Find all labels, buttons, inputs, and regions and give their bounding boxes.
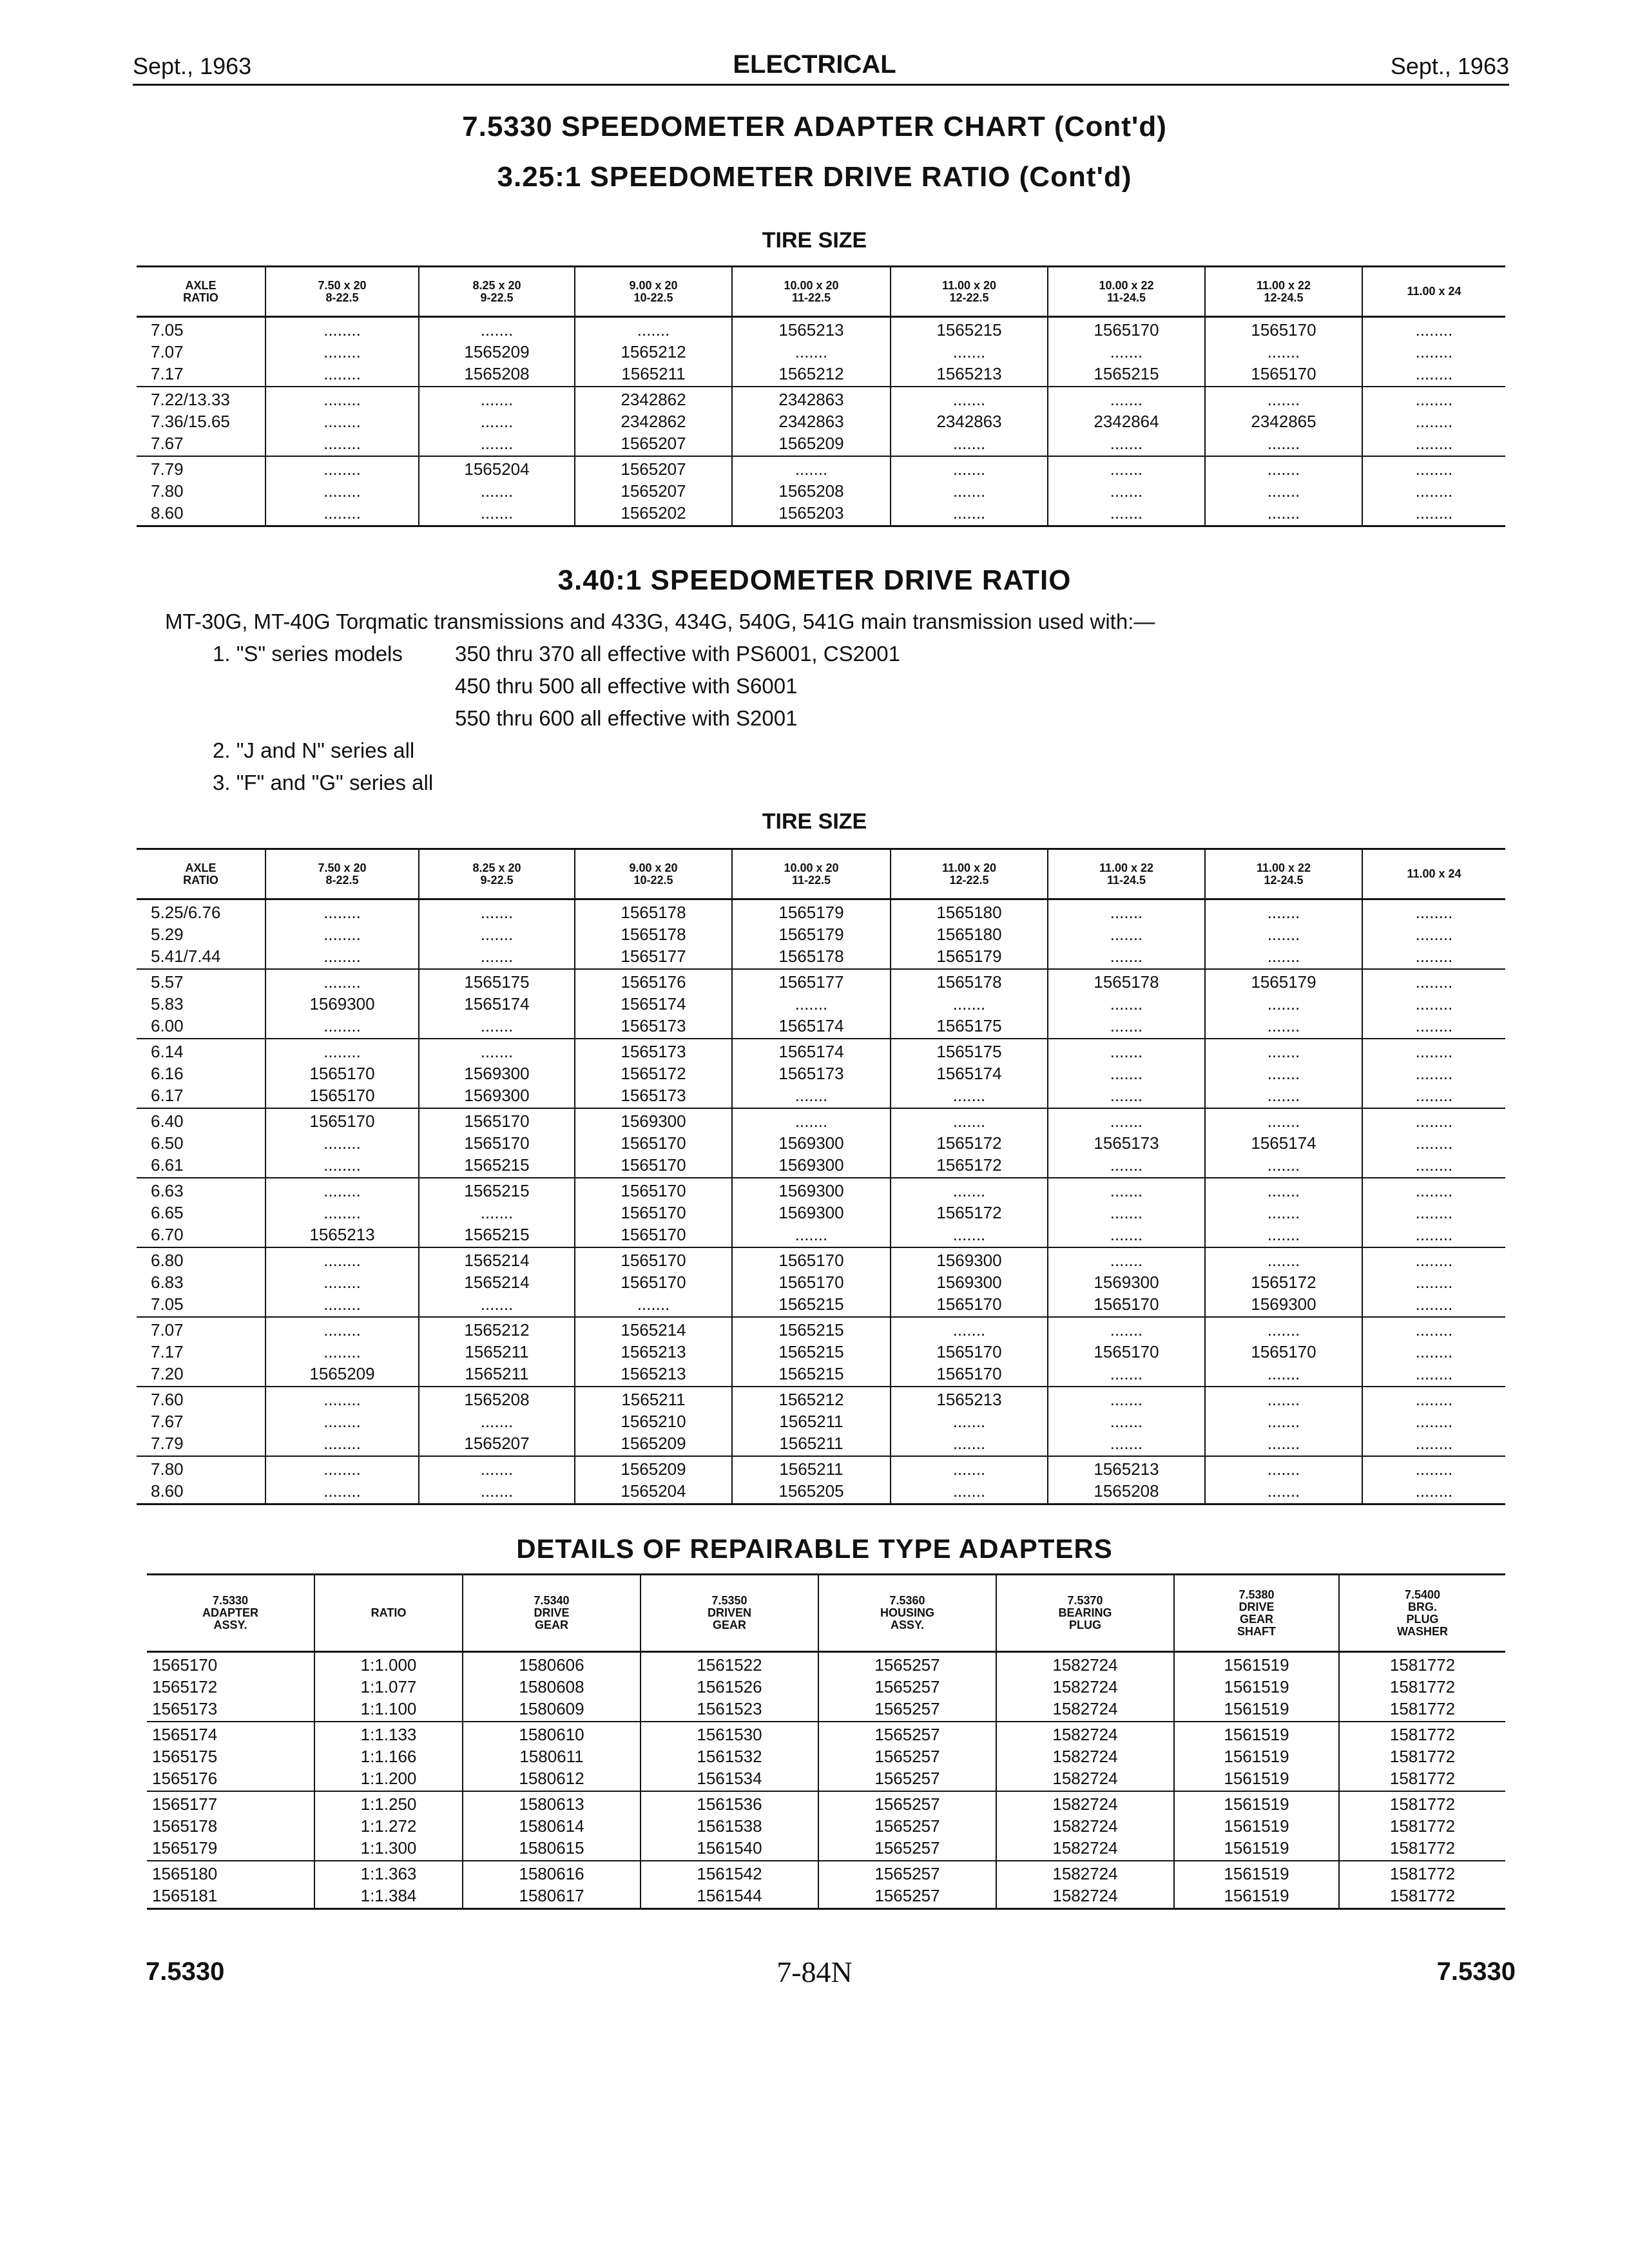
row-label-cell: 5.57 5.83 6.00 <box>137 969 265 1039</box>
column-header: AXLE RATIO <box>137 267 265 317</box>
drive-ratio-340-title: 3.40:1 SPEEDOMETER DRIVE RATIO <box>557 564 1072 596</box>
table-cell: ....... 1565170 ....... <box>1205 1317 1362 1387</box>
table-row <box>137 1456 1505 1504</box>
header-date-right: Sept., 1963 <box>1390 53 1509 79</box>
table-cell: ....... 1565170 ....... <box>1048 1317 1205 1387</box>
column-header: 10.00 x 20 11-22.5 <box>732 849 891 899</box>
table-cell: 1565215 1565215 1565215 <box>732 1317 891 1387</box>
table-cell: 1569300 1569300 ....... <box>732 1178 891 1247</box>
table-cell: ....... 2342863 ....... <box>891 387 1048 456</box>
table-cell: ....... 1565174 ....... <box>1205 1108 1362 1178</box>
table-cell: ....... 1565172 ....... <box>891 1178 1048 1247</box>
table-row <box>137 1387 1505 1456</box>
table-cell: 2342862 2342862 1565207 <box>575 387 732 456</box>
table-cell: ....... ....... ....... <box>1048 899 1205 970</box>
adapter-chart-table-340 <box>137 848 1505 1505</box>
table-cell: 1580606 1580608 1580609 <box>463 1652 641 1722</box>
column-header: 9.00 x 20 10-22.5 <box>575 267 732 317</box>
row-label-cell: 7.80 8.60 <box>137 1456 265 1504</box>
list-item-s-series: 1. "S" series models <box>213 642 403 666</box>
table-cell: 1565174 1565173 ....... <box>732 1039 891 1108</box>
column-header: 9.00 x 20 10-22.5 <box>575 849 732 899</box>
table-cell: 1:1.250 1:1.272 1:1.300 <box>314 1791 463 1861</box>
header-section-title: ELECTRICAL <box>733 50 896 79</box>
table-cell: 1565209 1565204 <box>575 1456 732 1504</box>
table-cell: 1561536 1561538 1561540 <box>641 1791 818 1861</box>
table-cell: 1565173 1565172 1565173 <box>575 1039 732 1108</box>
table-cell: ........ ........ ........ <box>1362 1387 1505 1456</box>
column-header: 11.00 x 20 12-22.5 <box>891 849 1048 899</box>
transmission-intro: MT-30G, MT-40G Torqmatic transmissions and 433G, 434G, 540G, 541G main transmission used with:— <box>165 610 1155 633</box>
column-header: 11.00 x 20 12-22.5 <box>891 267 1048 317</box>
table-row <box>137 1247 1505 1317</box>
table-cell: ....... 2342864 ....... <box>1048 387 1205 456</box>
table-cell: ........ ........ ........ <box>1362 317 1505 387</box>
table-cell: 1565179 ....... ....... <box>1205 969 1362 1039</box>
table-cell: 1:1.000 1:1.077 1:1.100 <box>314 1652 463 1722</box>
column-header: 7.50 x 20 8-22.5 <box>265 267 419 317</box>
table-cell: 1581772 1581772 1581772 <box>1339 1652 1505 1722</box>
table-cell: 1581772 1581772 <box>1339 1861 1505 1909</box>
row-label-cell: 5.25/6.76 5.29 5.41/7.44 <box>137 899 265 970</box>
table-cell: ....... ....... ....... <box>1205 456 1362 526</box>
table-cell: ........ ........ <box>1362 1456 1505 1504</box>
table-cell: ........ ........ ........ <box>1362 456 1505 526</box>
table-cell: 1580613 1580614 1580615 <box>463 1791 641 1861</box>
table-cell: 1582724 1582724 <box>996 1861 1174 1909</box>
table-cell: 1565214 1565214 ....... <box>419 1247 575 1317</box>
column-header: 7.50 x 20 8-22.5 <box>265 849 419 899</box>
table-row <box>147 1652 1505 1722</box>
table-cell: ........ ........ 1565209 <box>265 1317 419 1387</box>
table-cell: 1561519 1561519 1561519 <box>1174 1722 1339 1791</box>
table-cell: ....... ....... ....... <box>1205 1039 1362 1108</box>
row-label-cell: 6.14 6.16 6.17 <box>137 1039 265 1108</box>
table-cell: ....... 1565172 1565172 <box>891 1108 1048 1178</box>
table-cell: 1565257 1565257 <box>818 1861 996 1909</box>
repairable-adapters-table <box>147 1573 1505 1910</box>
column-header: 7.5400 BRG. PLUG WASHER <box>1339 1575 1505 1652</box>
table-cell: ........ ........ ........ <box>1362 1317 1505 1387</box>
table-cell: 1565170 1565170 ....... <box>575 1247 732 1317</box>
table-cell: 2342863 2342863 1565209 <box>732 387 891 456</box>
table-cell: ....... ....... ....... <box>419 387 575 456</box>
table-cell: ........ ........ <box>265 1456 419 1504</box>
table-cell: 1565208 ....... 1565207 <box>419 1387 575 1456</box>
table-cell: 1565170 ....... 1565215 <box>1048 317 1205 387</box>
table-cell: 1565176 1565174 1565173 <box>575 969 732 1039</box>
table-cell: ....... ....... ....... <box>1205 1387 1362 1456</box>
table-cell: 1561530 1561532 1561534 <box>641 1722 818 1791</box>
table-cell: ........ ........ ........ <box>1362 1247 1505 1317</box>
table-cell: ........ ........ ........ <box>1362 899 1505 970</box>
table-cell: ........ ........ ........ <box>1362 387 1505 456</box>
table-row <box>137 1317 1505 1387</box>
table-cell: 1565177 ....... 1565174 <box>732 969 891 1039</box>
table-cell: ....... ....... ....... <box>419 899 575 970</box>
column-header: 10.00 x 22 11-24.5 <box>1048 267 1205 317</box>
list-item-s-series-line-3: 550 thru 600 all effective with S2001 <box>455 706 798 730</box>
table-cell: 1:1.133 1:1.166 1:1.200 <box>314 1722 463 1791</box>
column-header: 10.00 x 20 11-22.5 <box>732 267 891 317</box>
table-cell: ....... ....... ....... <box>1048 1387 1205 1456</box>
table-cell: ........ ........ ........ <box>1362 1039 1505 1108</box>
table-cell: 1565257 1565257 1565257 <box>818 1652 996 1722</box>
table-cell: ....... ....... ....... <box>1048 1039 1205 1108</box>
list-item-j-n-series: 2. "J and N" series all <box>213 738 415 762</box>
table-cell: 1565170 1565170 1565215 <box>732 1247 891 1317</box>
table-cell: ........ 1565170 1565170 <box>265 1039 419 1108</box>
row-label-cell: 7.07 7.17 7.20 <box>137 1317 265 1387</box>
table-row <box>147 1791 1505 1861</box>
table-cell: ....... 1569300 1569300 <box>732 1108 891 1178</box>
table-cell: ....... ....... ....... <box>891 456 1048 526</box>
table-cell: ........ ........ ........ <box>265 899 419 970</box>
column-header: 8.25 x 20 9-22.5 <box>419 267 575 317</box>
table-row <box>137 1039 1505 1108</box>
table-cell: 1565212 1565211 1565211 <box>732 1387 891 1456</box>
table-cell: ....... ....... ....... <box>1048 1178 1205 1247</box>
table-cell: 1581772 1581772 1581772 <box>1339 1791 1505 1861</box>
table-cell: ........ ........ ........ <box>265 317 419 387</box>
table-cell: 1565211 1565205 <box>732 1456 891 1504</box>
table-cell: 1565211 1565210 1565209 <box>575 1387 732 1456</box>
row-label-cell: 6.80 6.83 7.05 <box>137 1247 265 1317</box>
table-cell: ....... 1565212 1565211 <box>575 317 732 387</box>
tire-size-heading-2: TIRE SIZE <box>762 809 867 834</box>
table-row <box>137 1108 1505 1178</box>
table-cell: 1565170 ........ ........ <box>265 1108 419 1178</box>
column-header: 7.5380 DRIVE GEAR SHAFT <box>1174 1575 1339 1652</box>
table-cell: 1582724 1582724 1582724 <box>996 1722 1174 1791</box>
table-cell: ....... 1565173 ....... <box>1048 1108 1205 1178</box>
table-cell: 1565179 1565179 1565178 <box>732 899 891 970</box>
row-label-cell: 6.63 6.65 6.70 <box>137 1178 265 1247</box>
table-cell: 1582724 1582724 1582724 <box>996 1652 1174 1722</box>
table-cell: ....... 1569300 1565170 <box>1048 1247 1205 1317</box>
table-cell: 1565178 ....... 1565175 <box>891 969 1048 1039</box>
footer-section-right: 7.5330 <box>1436 1957 1516 1986</box>
table-cell: 1565257 1565257 1565257 <box>818 1722 996 1791</box>
table-cell: 1561542 1561544 <box>641 1861 818 1909</box>
table-cell: 1565170 ....... 1565170 <box>1205 317 1362 387</box>
table-cell: 1565204 ....... ....... <box>419 456 575 526</box>
table-row <box>137 899 1505 970</box>
row-label-cell: 1565174 1565175 1565176 <box>147 1722 314 1791</box>
column-header: 7.5360 HOUSING ASSY. <box>818 1575 996 1652</box>
table-row <box>147 1722 1505 1791</box>
row-label-cell: 7.05 7.07 7.17 <box>137 317 265 387</box>
table-cell: 1565175 1565174 ....... <box>419 969 575 1039</box>
table-cell: 1569300 1565170 1565170 <box>575 1108 732 1178</box>
drive-ratio-title: 3.25:1 SPEEDOMETER DRIVE RATIO (Cont'd) <box>497 161 1132 193</box>
table-cell: ........ ........ ........ <box>1362 1178 1505 1247</box>
column-header: 11.00 x 24 <box>1362 849 1505 899</box>
table-row <box>137 317 1505 387</box>
table-cell: 1565215 ....... 1565215 <box>419 1178 575 1247</box>
table-cell: ....... ....... <box>1205 1456 1362 1504</box>
row-label-cell: 7.60 7.67 7.79 <box>137 1387 265 1456</box>
table-cell: 1565170 1565170 1565170 <box>575 1178 732 1247</box>
table-cell: 1561522 1561526 1561523 <box>641 1652 818 1722</box>
table-cell: ....... 1565208 1565203 <box>732 456 891 526</box>
table-cell: 1565215 ....... 1565213 <box>891 317 1048 387</box>
table-cell: ....... 1565209 1565208 <box>419 317 575 387</box>
table-cell: ........ ........ 1565213 <box>265 1178 419 1247</box>
header-rule <box>133 84 1509 86</box>
table-cell: 1565178 1565178 1565177 <box>575 899 732 970</box>
table-cell: 1561519 1561519 <box>1174 1861 1339 1909</box>
table-cell: 1569300 1569300 1565170 <box>891 1247 1048 1317</box>
row-label-cell: 1565180 1565181 <box>147 1861 314 1909</box>
table-cell: 1565170 1565170 1565215 <box>419 1108 575 1178</box>
column-header: 7.5330 ADAPTER ASSY. <box>147 1575 314 1652</box>
column-header: 11.00 x 22 12-24.5 <box>1205 849 1362 899</box>
header-date-left: Sept., 1963 <box>133 53 252 79</box>
table-cell: 1565213 ....... 1565212 <box>732 317 891 387</box>
table-cell: ........ ........ ........ <box>265 1387 419 1456</box>
table-cell: ....... 1569300 1569300 <box>419 1039 575 1108</box>
table-cell: ........ ........ ........ <box>265 387 419 456</box>
table-cell: ....... ....... ....... <box>1205 1178 1362 1247</box>
table-row <box>137 969 1505 1039</box>
table-cell: 1565175 1565174 ....... <box>891 1039 1048 1108</box>
table-cell: 1582724 1582724 1582724 <box>996 1791 1174 1861</box>
tire-size-heading-1: TIRE SIZE <box>762 228 867 253</box>
table-cell: 1565178 ....... ....... <box>1048 969 1205 1039</box>
column-header: 7.5340 DRIVE GEAR <box>463 1575 641 1652</box>
table-cell: ........ ........ ........ <box>1362 969 1505 1039</box>
table-cell: 1565213 ....... ....... <box>891 1387 1048 1456</box>
row-label-cell: 6.40 6.50 6.61 <box>137 1108 265 1178</box>
column-header: 7.5350 DRIVEN GEAR <box>641 1575 818 1652</box>
table-row <box>147 1861 1505 1909</box>
adapter-chart-table-325 <box>137 265 1505 527</box>
column-header: 11.00 x 22 11-24.5 <box>1048 849 1205 899</box>
table-cell: 1581772 1581772 1581772 <box>1339 1722 1505 1791</box>
column-header: AXLE RATIO <box>137 849 265 899</box>
table-cell: 1565257 1565257 1565257 <box>818 1791 996 1861</box>
table-cell: ....... ....... <box>419 1456 575 1504</box>
list-item-f-g-series: 3. "F" and "G" series all <box>213 771 434 794</box>
column-header: 7.5370 BEARING PLUG <box>996 1575 1174 1652</box>
table-cell: 1565214 1565213 1565213 <box>575 1317 732 1387</box>
table-cell: 1561519 1561519 1561519 <box>1174 1652 1339 1722</box>
list-item-s-series-line-1: 350 thru 370 all effective with PS6001, CS2001 <box>455 642 901 666</box>
column-header: RATIO <box>314 1575 463 1652</box>
table-cell: 1580610 1580611 1580612 <box>463 1722 641 1791</box>
column-header: 11.00 x 22 12-24.5 <box>1205 267 1362 317</box>
table-row <box>137 387 1505 456</box>
table-cell: ....... ....... <box>891 1456 1048 1504</box>
table-cell: ........ ........ ........ <box>1362 1108 1505 1178</box>
column-header: 11.00 x 24 <box>1362 267 1505 317</box>
table-cell: 1565213 1565208 <box>1048 1456 1205 1504</box>
footer-page-number: 7-84N <box>776 1956 853 1988</box>
row-label-cell: 7.22/13.33 7.36/15.65 7.67 <box>137 387 265 456</box>
table-cell: ........ ........ ........ <box>265 1247 419 1317</box>
row-label-cell: 1565177 1565178 1565179 <box>147 1791 314 1861</box>
table-cell: 1561519 1561519 1561519 <box>1174 1791 1339 1861</box>
footer-section-left: 7.5330 <box>146 1957 225 1986</box>
table-cell: ....... 1565172 1569300 <box>1205 1247 1362 1317</box>
table-cell: ....... 1565170 1565170 <box>891 1317 1048 1387</box>
column-header: 8.25 x 20 9-22.5 <box>419 849 575 899</box>
chart-title: 7.5330 SPEEDOMETER ADAPTER CHART (Cont'd) <box>462 111 1167 142</box>
table-cell: ....... 2342865 ....... <box>1205 387 1362 456</box>
table-cell: ........ 1569300 ........ <box>265 969 419 1039</box>
table-row <box>137 456 1505 526</box>
table-cell: 1565212 1565211 1565211 <box>419 1317 575 1387</box>
table-cell: 1565180 1565180 1565179 <box>891 899 1048 970</box>
table-row <box>137 1178 1505 1247</box>
row-label-cell: 7.79 7.80 8.60 <box>137 456 265 526</box>
repairable-adapters-title: DETAILS OF REPAIRABLE TYPE ADAPTERS <box>516 1533 1113 1564</box>
table-cell: ....... ....... ....... <box>1205 899 1362 970</box>
row-label-cell: 1565170 1565172 1565173 <box>147 1652 314 1722</box>
table-cell: ........ ........ ........ <box>265 456 419 526</box>
table-cell: 1:1.363 1:1.384 <box>314 1861 463 1909</box>
table-cell: ....... ....... ....... <box>1048 456 1205 526</box>
list-item-s-series-line-2: 450 thru 500 all effective with S6001 <box>455 674 798 698</box>
table-cell: 1565207 1565207 1565202 <box>575 456 732 526</box>
table-cell: 1580616 1580617 <box>463 1861 641 1909</box>
